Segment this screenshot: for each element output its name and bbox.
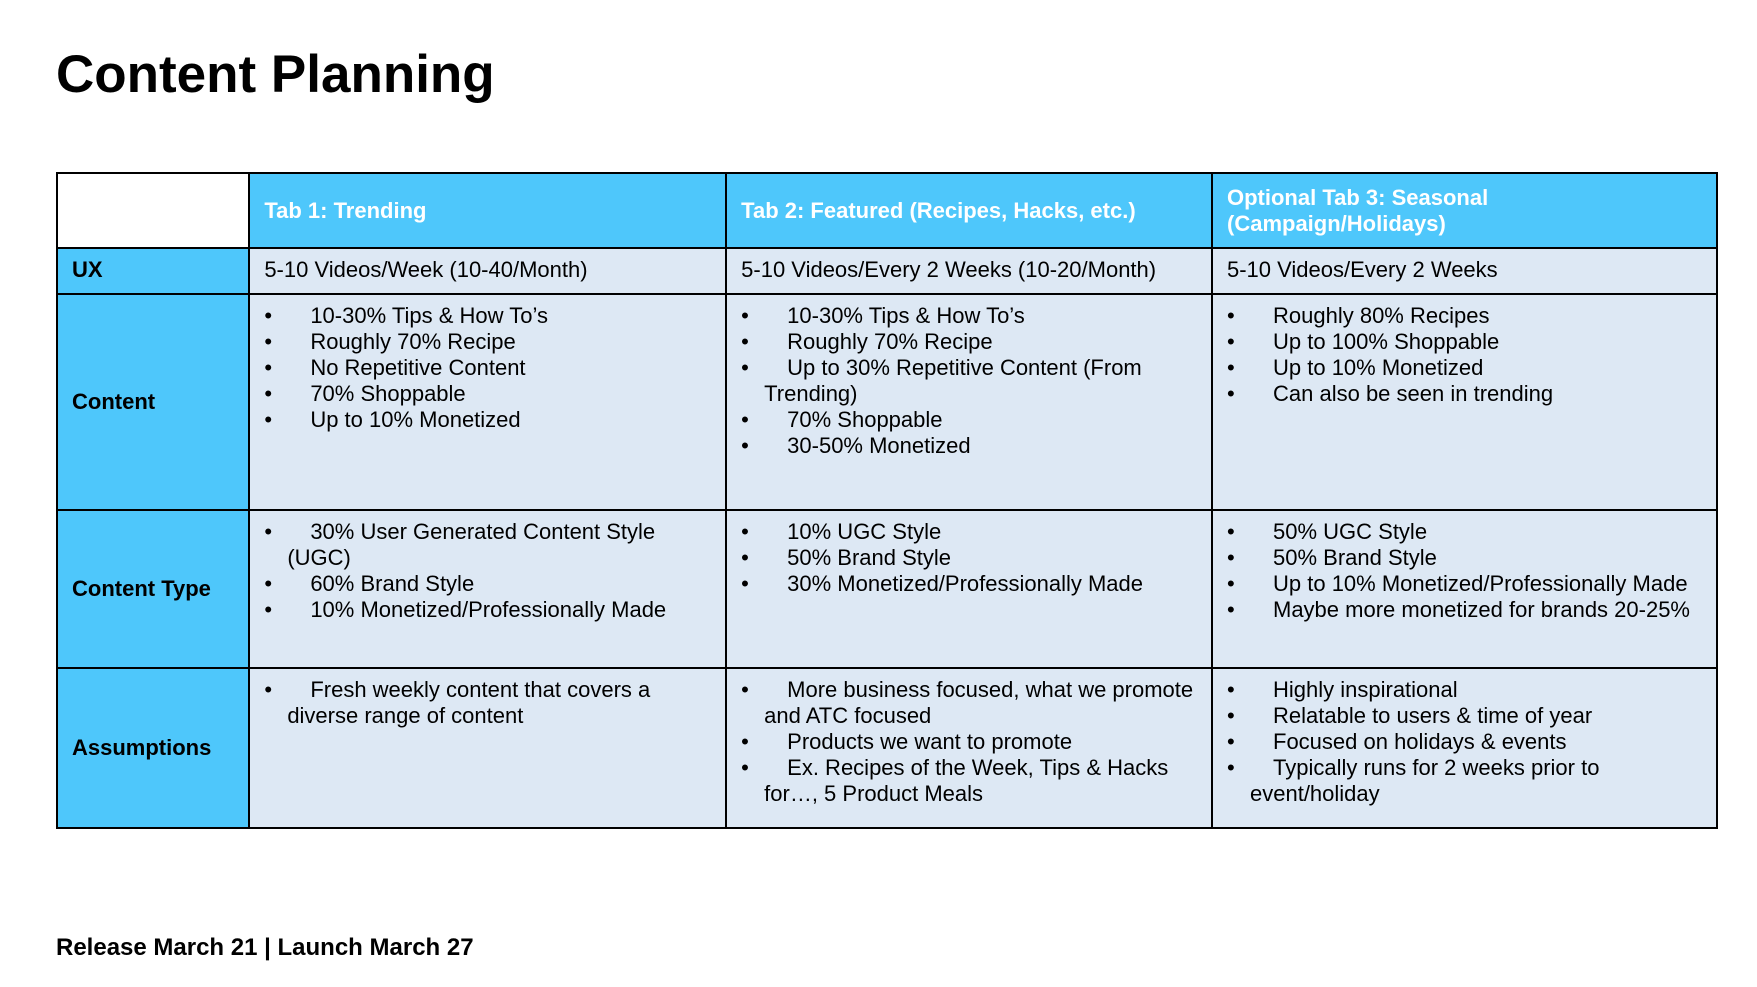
list-item: • Highly inspirational <box>1227 677 1702 703</box>
row-label-ux: UX <box>57 248 249 294</box>
list-item: • More business focused, what we promote and ATC focused <box>741 677 1197 729</box>
list-item: • 30% User Generated Content Style (UGC) <box>264 519 711 571</box>
release-dates-note: Release March 21 | Launch March 27 <box>56 934 474 961</box>
table-row-content-type <box>57 510 1717 668</box>
list-item: • 70% Shoppable <box>741 407 1197 433</box>
ux-cell-featured: 5-10 Videos/Every 2 Weeks (10-20/Month) <box>726 248 1212 294</box>
list-item: • Roughly 80% Recipes <box>1227 303 1702 329</box>
list-item: • Products we want to promote <box>741 729 1197 755</box>
list-item: • Can also be seen in trending <box>1227 381 1702 407</box>
content-planning-table <box>56 172 1718 829</box>
table-row-content <box>57 294 1717 510</box>
ux-cell-trending: 5-10 Videos/Week (10-40/Month) <box>249 248 726 294</box>
list-item: • Up to 10% Monetized <box>1227 355 1702 381</box>
list-item: • Fresh weekly content that covers a diverse range of content <box>264 677 711 729</box>
assumptions-cell-featured <box>726 668 1212 828</box>
bullet-list <box>1227 303 1702 407</box>
content-type-cell-seasonal <box>1212 510 1717 668</box>
list-item: • 50% Brand Style <box>1227 545 1702 571</box>
bullet-list <box>264 677 711 729</box>
list-item: • 10% Monetized/Professionally Made <box>264 597 711 623</box>
table-row-assumptions <box>57 668 1717 828</box>
bullet-list <box>1227 677 1702 807</box>
column-header-trending: Tab 1: Trending <box>249 173 726 248</box>
table-header-row <box>57 173 1717 248</box>
row-label-assumptions: Assumptions <box>57 668 249 828</box>
list-item: • 70% Shoppable <box>264 381 711 407</box>
assumptions-cell-seasonal <box>1212 668 1717 828</box>
content-cell-trending <box>249 294 726 510</box>
list-item: • Ex. Recipes of the Week, Tips & Hacks for…, 5 Product Meals <box>741 755 1197 807</box>
list-item: • Typically runs for 2 weeks prior to event/holiday <box>1227 755 1702 807</box>
row-label-content-type: Content Type <box>57 510 249 668</box>
list-item: • Roughly 70% Recipe <box>264 329 711 355</box>
list-item: • No Repetitive Content <box>264 355 711 381</box>
content-type-cell-trending <box>249 510 726 668</box>
assumptions-cell-trending <box>249 668 726 828</box>
list-item: • Up to 10% Monetized/Professionally Made <box>1227 571 1702 597</box>
list-item: • 30-50% Monetized <box>741 433 1197 459</box>
list-item: • Focused on holidays & events <box>1227 729 1702 755</box>
list-item: • Relatable to users & time of year <box>1227 703 1702 729</box>
content-cell-featured <box>726 294 1212 510</box>
list-item: • Roughly 70% Recipe <box>741 329 1197 355</box>
content-type-cell-featured <box>726 510 1212 668</box>
list-item: • Up to 100% Shoppable <box>1227 329 1702 355</box>
list-item: • 30% Monetized/Professionally Made <box>741 571 1197 597</box>
list-item: • 10-30% Tips & How To’s <box>264 303 711 329</box>
list-item: • 50% UGC Style <box>1227 519 1702 545</box>
column-header-featured: Tab 2: Featured (Recipes, Hacks, etc.) <box>726 173 1212 248</box>
page-title: Content Planning <box>56 45 495 104</box>
list-item: • 50% Brand Style <box>741 545 1197 571</box>
content-cell-seasonal <box>1212 294 1717 510</box>
list-item: • 10% UGC Style <box>741 519 1197 545</box>
bullet-list <box>1227 519 1702 623</box>
list-item: • 60% Brand Style <box>264 571 711 597</box>
row-label-content: Content <box>57 294 249 510</box>
table-row-ux <box>57 248 1717 294</box>
table-corner-cell <box>57 173 249 248</box>
list-item: • Up to 10% Monetized <box>264 407 711 433</box>
list-item: • 10-30% Tips & How To’s <box>741 303 1197 329</box>
column-header-seasonal: Optional Tab 3: Seasonal (Campaign/Holidays) <box>1212 173 1717 248</box>
ux-cell-seasonal: 5-10 Videos/Every 2 Weeks <box>1212 248 1717 294</box>
bullet-list <box>741 519 1197 597</box>
list-item: • Up to 30% Repetitive Content (From Trending) <box>741 355 1197 407</box>
list-item: • Maybe more monetized for brands 20-25% <box>1227 597 1702 623</box>
bullet-list <box>741 303 1197 459</box>
bullet-list <box>264 303 711 433</box>
bullet-list <box>264 519 711 623</box>
bullet-list <box>741 677 1197 807</box>
